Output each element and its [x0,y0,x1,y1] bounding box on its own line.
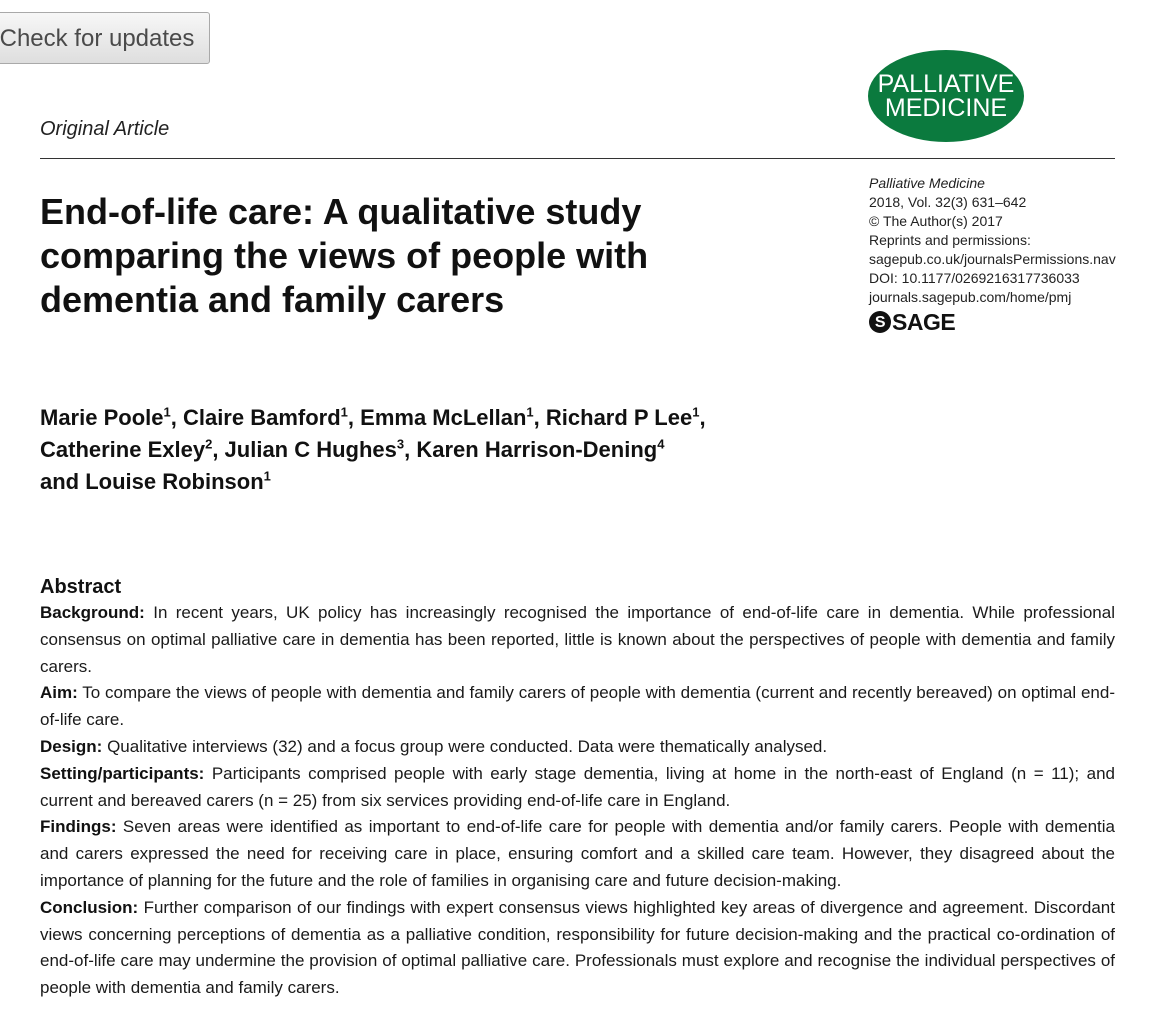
author-list [40,402,1040,498]
abstract-conclusion: Conclusion: Further comparison of our findings with expert consensus views highlighted key areas of divergence and agreement. Discordant views concerning perceptions of dementia as a palliative condition, responsibility for future decision-making and the practical co-ordination of end-of-life care may undermine the provision of optimal palliative care. Professionals must explore and recognise the individual perspectives of people with dementia and family carers. [40,897,1115,998]
abstract-design: Design: Qualitative interviews (32) and a focus group were conducted. Data were thematically analysed. [40,736,828,756]
author: Claire Bamford$^1$, [182,404,361,430]
abstract [40,574,1115,1002]
author: Karen Harrison-Dening$^4$ [416,436,665,462]
abstract-heading: Abstract [40,576,122,598]
journal-logo-line1: PALLIATIVE [877,70,1015,98]
abstract-setting: Setting/participants: Participants comprised people with early stage dementia, living at home in the north-east of England (n = 11); and current and bereaved carers (n = 25) from six services providing end-of-life care in England. [40,763,1115,810]
volume-info: 2018, Vol. 32(3) 631–642 [869,194,1027,210]
copyright: © The Author(s) 2017 [869,213,1003,229]
doi[interactable]: DOI: 10.1177/0269216317736033 [869,270,1080,286]
journal-name: Palliative Medicine [869,175,985,191]
journal-home-link[interactable]: journals.sagepub.com/home/pmj [869,289,1072,305]
abstract-aim: Aim: To compare the views of people with dementia and family carers of people with dementia (current and recently bereaved) on optimal end-of-life care. [40,683,1115,730]
permissions-link[interactable]: sagepub.co.uk/journalsPermissions.nav [869,251,1116,267]
author: and Louise Robinson$^1$ [40,468,271,494]
author: Marie Poole$^1$, [40,404,183,430]
publisher-logo [869,308,1129,335]
author: Emma McLellan$^1$, [360,404,546,430]
abstract-background: Background: In recent years, UK policy has increasingly recognised the importance of end-of-life care in dementia. While professional consensus on optimal palliative care in dementia has been reported, little is known about the perspectives of people with dementia and family carers. [40,603,1115,676]
journal-meta [869,174,1129,333]
reprints-label: Reprints and permissions: [869,232,1031,248]
author: Richard P Lee$^1$, [545,404,706,430]
abstract-findings: Findings: Seven areas were identified as important to end-of-life care for people with dementia and/or family carers. People with dementia and carers expressed the need for receiving care in place, ensuring comfort and a skilled care team. However, they disagreed about the importance of planning for the future and the role of families in organising care and future decision-making. [40,817,1115,890]
article-title: End-of-life care: A qualitative study comparing the views of people with dementia and family carers [40,191,649,320]
author: Julian C Hughes$^3$, [224,436,417,462]
article-type: Original Article [40,118,170,140]
journal-logo-line2: MEDICINE [884,94,1008,122]
header-divider [40,158,1115,159]
publisher-name: SAGE [892,308,956,335]
check-for-updates-button[interactable]: Check for updates [0,12,210,64]
journal-logo [868,50,1024,142]
author: Catherine Exley$^2$, [40,436,225,462]
sage-s-icon: S [869,311,891,333]
